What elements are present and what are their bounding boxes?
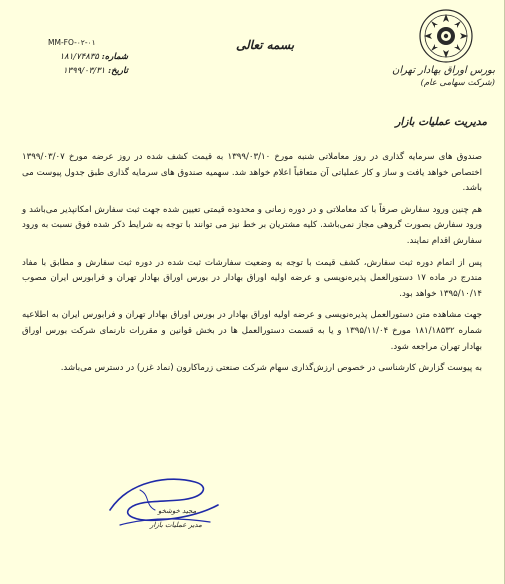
body-paragraph: صندوق های سرمایه گذاری در روز معاملاتی شنبه مورخ ۱۳۹۹/۰۳/۱۰ به قیمت کشف شده در روز عرضه مورخ ۱۳۹۹/۰۳/۰۷ اختصاص خواهد یافت و ساز و کار عملیاتی آن متعاقباً اعلام خواهد شد. سهمیه صندوق های سرمایه گذاری طبق جدول پیوست می باشد. xyxy=(22,152,482,194)
date-label: تاریخ: xyxy=(107,66,128,76)
number-value: ۱۸۱/۷۴۸۳۵ xyxy=(59,52,99,62)
number-label: شماره: xyxy=(101,52,128,62)
signer-title: مدیر عملیات بازار xyxy=(150,521,202,529)
letter-date xyxy=(18,64,128,78)
body-paragraph: هم چنین ورود سفارش صرفاً با کد معاملاتی و در دوره زمانی و محدوده قیمتی تعیین شده جهت ثبت سفارش امکانپذیر می‌باشد و ورود سفارش بصورت گروهی مجاز نمی‌باشد. کلیه مشتریان بر خط نیز می توانند با توجه به شرایط ذکر شده فوق نسبت به ورود سفارش اقدام نمایند. xyxy=(22,204,482,246)
body-paragraph: به پیوست گزارش کارشناسی در خصوص ارزش‌گذاری سهام شرکت صنعتی زرماکارون (نماد غزر) در دسترس می‌باشد. xyxy=(60,363,482,374)
signature-scribble xyxy=(100,470,230,540)
letter-number xyxy=(18,50,128,64)
department-name: مدیریت عملیات بازار xyxy=(395,116,487,128)
basmala-heading: بسمه تعالی xyxy=(236,38,295,52)
org-name-text: بورس اوراق بهادار تهران xyxy=(391,65,495,76)
date-value: ۱۳۹۹/۰۳/۳۱ xyxy=(62,66,106,76)
form-code: MM-FO-۰۲-۰۱ xyxy=(48,38,96,47)
org-name xyxy=(375,64,495,90)
body-paragraph: پس از اتمام دوره ثبت سفارش، کشف قیمت با توجه به وضعیت سفارشات ثبت شده در دوره ثبت سفارش و مطابق با مفاد مندرج در ماده ۱۷ دستورالعمل پذیره‌نویسی و عرضه اولیه اوراق بهادار در بورس اوراق بهادار تهران و فرابورس ایران مصوب ۱۳۹۵/۱۰/۱۴ خواهد بود. xyxy=(22,257,482,299)
org-sub-text: (شرکت سهامی عام) xyxy=(420,78,495,88)
body-paragraph: جهت مشاهده متن دستورالعمل پذیره‌نویسی و عرضه اولیه اوراق بهادار در بورس اوراق بهادار تهران و فرابورس ایران به اطلاعیه شماره ۱۸۱/۱۸۵۳۲ مورخ ۱۳۹۵/۱۱/۰۴ و یا به قسمت دستورالعمل ها در بخش قوانین و مقررات تارنمای شرکت بورس اوراق بهادار تهران مراجعه شود. xyxy=(22,310,483,352)
exchange-logo-icon xyxy=(418,8,474,64)
letter-body xyxy=(22,150,482,383)
letter-meta xyxy=(18,36,128,78)
signer-name: مجید خوشخو xyxy=(158,507,197,515)
